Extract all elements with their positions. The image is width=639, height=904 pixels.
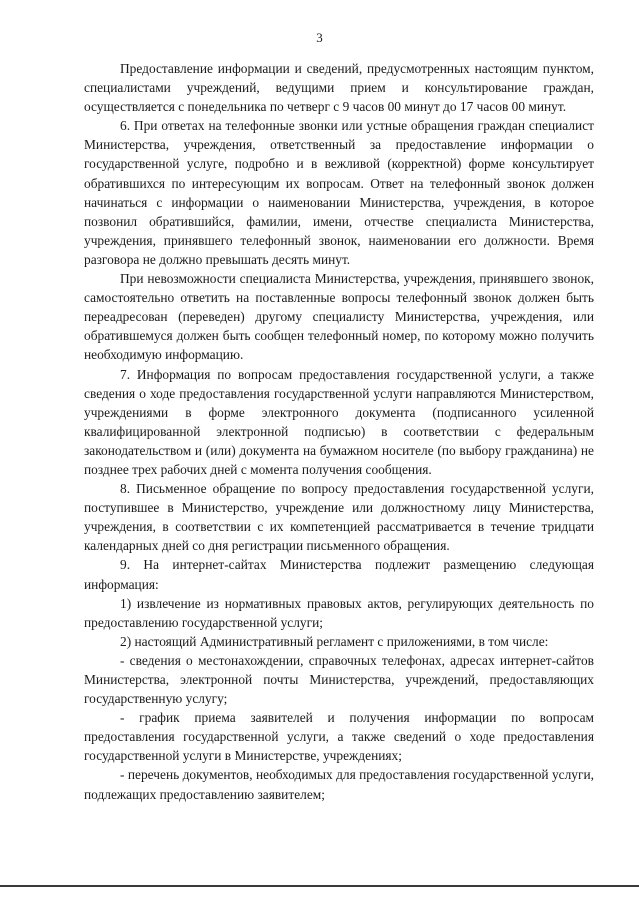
list-item-2: 2) настоящий Административный регламент с приложениями, в том числе:	[120, 633, 549, 649]
sub-item-location-info: - сведения о местонахождении, справочных телефонах, адресах интернет-сайтов Министерства, электронной почты Министерства, учреждений, предоставляющих государственную услугу;	[84, 652, 594, 707]
paragraph-item-6: 6. При ответах на телефонные звонки или устные обращения граждан специалист Министерства, учреждения, ответственный за предоставление информации о государственной услуге, подробно и в вежливой (корректной) форме консультирует обратившихся по интересующим их вопросам. Ответ на телефонный звонок должен начинаться с информации о наименовании Министерства, учреждения, в которое позвонил обратившийся, фамилии, имени, отчестве специалиста Министерства, учреждения, принявшего телефонный звонок, наименовании его должности. Время разговора не должно превышать десять минут.	[84, 118, 594, 267]
sub-item-documents-list: - перечень документов, необходимых для предоставления государственной услуги, подлежащих предоставлению заявителем;	[84, 767, 594, 802]
paragraph-item-9: 9. На интернет-сайтах Министерства подлежит размещению следующая информация:	[84, 557, 594, 592]
scan-bottom-edge	[0, 885, 639, 887]
list-item-1: 1) извлечение из нормативных правовых актов, регулирующих деятельность по предоставлению государственной услуги;	[84, 595, 594, 630]
paragraph-item-8: 8. Письменное обращение по вопросу предоставления государственной услуги, поступившее в Министерство, учреждение или должностному лицу Министерства, учреждения, в соответствии с их компетенцией рассматривается в течение тридцати календарных дней со дня регистрации письменного обращения.	[84, 481, 594, 554]
paragraph-consultation-hours: Предоставление информации и сведений, предусмотренных настоящим пунктом, специалистами учреждений, ведущими прием и консультирование граждан, осуществляется с понедельника по четверг с 9 часов 00 минут до 17 часов 00 минут.	[84, 61, 594, 115]
page-number: 3	[316, 30, 323, 45]
paragraph-item-7: 7. Информация по вопросам предоставления государственной услуги, а также сведения о ходе предоставления государственной услуги направляются Министерством, учреждениями в форме электронного документа (подписанного усиленной квалифицированной электронной подписью) в соответствии с федеральным законодательством и (или) документа на бумажном носителе (по выбору гражданина) не позднее трех рабочих дней с момента получения сообщения.	[84, 366, 594, 477]
document-body	[84, 59, 594, 804]
sub-item-reception-schedule: - график приема заявителей и получения информации по вопросам предоставления государственной услуги, а также сведений о ходе предоставления государственной услуги в Министерстве, учреждениях;	[84, 710, 594, 764]
paragraph-call-redirect: При невозможности специалиста Министерства, учреждения, принявшего звонок, самостоятельно ответить на поставленные вопросы телефонный звонок должен быть переадресован (переведен) другому специалисту Министерства, учреждения, или обратившемуся должен быть сообщен телефонный номер, по которому можно получить необходимую информацию.	[84, 271, 594, 363]
